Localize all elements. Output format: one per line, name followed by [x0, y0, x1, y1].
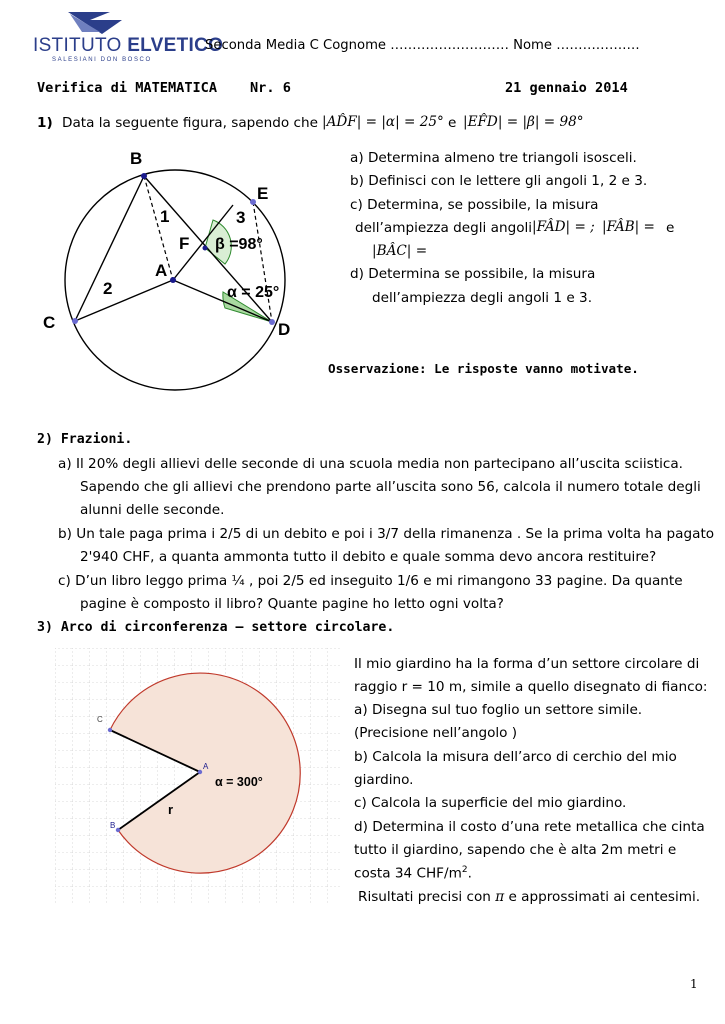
q3-cost-line — [354, 865, 472, 882]
label-b: B — [130, 149, 143, 168]
q1-item-c2-fab: |FÂB| = — [602, 219, 655, 235]
q3-line-7: d) Determina il costo d’una rete metallica che cinta — [354, 819, 705, 835]
q2-a-line1: a) Il 20% degli allievi delle seconde di una scuola media non partecipano all’uscita sciistica. — [58, 456, 683, 472]
point-f — [203, 246, 208, 251]
q2-a-line2: Sapendo che gli allievi che prendono parte all’uscita sono 56, calcola il numero totale degli — [80, 479, 701, 495]
q2-c-text-a: c) D’un libro leggo prima — [58, 573, 228, 589]
q1-item-c1: c) Determina, se possibile, la misura — [350, 197, 599, 213]
q3-line-2: a) Disegna sul tuo foglio un settore simile. — [354, 702, 643, 718]
q3-line-5: giardino. — [354, 772, 414, 788]
q3-cost-text: costa 34 CHF/m — [354, 865, 462, 882]
point-e — [250, 199, 256, 205]
sector-figure — [55, 648, 340, 903]
label-angle-3: 3 — [236, 208, 246, 227]
q3-precision-line — [358, 889, 700, 905]
q2-b-line1: b) Un tale paga prima i 2/5 di un debito e poi i 3/7 della rimanenza . Se la prima volta ha pagato — [58, 526, 715, 542]
point-d — [269, 319, 275, 325]
point-b — [141, 173, 147, 179]
q3-line-6: c) Calcola la superficie del mio giardino. — [354, 795, 627, 811]
q1-observation: Osservazione: Le risposte vanno motivate. — [328, 361, 639, 376]
q3-pi: π — [495, 889, 505, 905]
logo-text — [33, 35, 223, 57]
q1-item-d1: d) Determina se possibile, la misura — [350, 266, 596, 282]
logo-text-b: ELVETICO — [127, 35, 224, 56]
q2-c-line2: pagine è composto il libro? Quante pagine ho letto ogni volta? — [80, 596, 504, 612]
q1-item-d2: dell’ampiezza degli angoli 1 e 3. — [372, 290, 593, 306]
label-c: C — [43, 313, 56, 332]
circle-figure — [35, 140, 325, 400]
q1-item-c2: dell’ampiezza degli angoli — [355, 220, 533, 236]
q1-item-c2-fad: |FÂD| = ; — [532, 219, 595, 235]
q1-math-efd: |EF̂D| = |β| = 98° — [463, 114, 584, 130]
page-number: 1 — [690, 977, 698, 991]
q3-line-0: Il mio giardino ha la forma d’un settore circolare di — [354, 656, 700, 672]
q1-intro: Data la seguente figura, sapendo che — [62, 115, 318, 131]
label-a: A — [203, 762, 209, 771]
q3-title: 3) Arco di circonferenza – settore circolare. — [37, 620, 395, 635]
q3-cost-sup: 2 — [461, 865, 468, 875]
label-angle-2: 2 — [103, 279, 113, 298]
q2-title: 2) Frazioni. — [37, 432, 133, 447]
q3-precision-a: Risultati precisi con — [358, 889, 491, 905]
label-beta: β =98° — [215, 236, 263, 253]
point-b — [116, 828, 120, 832]
q1-and: e — [448, 115, 457, 131]
q3-precision-b: e approssimati ai centesimi. — [508, 889, 701, 905]
q2-c-line1 — [58, 573, 683, 589]
label-angle-1: 1 — [160, 207, 170, 226]
point-a — [198, 770, 202, 774]
q3-line-4: b) Calcola la misura dell’arco di cerchio del mio — [354, 749, 677, 765]
test-number: Nr. 6 — [250, 80, 291, 96]
q3-cost-end: . — [467, 865, 472, 882]
logo-subtitle: SALESIANI DON BOSCO — [52, 57, 152, 63]
q1-item-a: a) Determina almeno tre triangoli isosceli. — [350, 150, 637, 166]
label-c: C — [97, 715, 103, 724]
q1-number: 1) — [37, 115, 53, 131]
q3-line-1: raggio r = 10 m, simile a quello disegnato di fianco: — [354, 679, 708, 695]
point-c — [108, 728, 112, 732]
class-name-line: Seconda Media C Cognome ……………………… Nome ………………. — [205, 38, 640, 53]
point-c — [72, 318, 78, 324]
label-e: E — [257, 184, 269, 203]
q3-line-8: tutto il giardino, sapendo che è alta 2m metri e — [354, 842, 677, 858]
q3-line-3: (Precisione nell’angolo ) — [354, 725, 518, 741]
q2-c-fraction: ¼ — [231, 573, 245, 589]
q2-a-line3: alunni delle seconde. — [80, 502, 225, 518]
label-d: D — [278, 320, 291, 339]
q1-item-c2-and: e — [666, 220, 675, 236]
label-f: F — [179, 234, 190, 253]
q1-item-c3-bac: |BÂC| = — [372, 243, 428, 259]
test-title: Verifica di MATEMATICA — [37, 80, 218, 96]
point-a — [170, 277, 176, 283]
q1-item-b: b) Definisci con le lettere gli angoli 1, 2 e 3. — [350, 173, 648, 189]
label-alpha: α = 25° — [227, 284, 280, 301]
q1-math-adf: |AD̂F| = |α| = 25° — [322, 114, 444, 130]
label-a: A — [155, 261, 168, 280]
q2-b-line2: 2'940 CHF, a quanta ammonta tutto il debito e quale somma devo ancora restituire? — [80, 549, 657, 565]
label-b: B — [110, 821, 116, 830]
label-alpha: α = 300° — [215, 775, 263, 789]
test-date: 21 gennaio 2014 — [505, 80, 628, 96]
logo-text-a: ISTITUTO — [33, 35, 122, 56]
q2-c-text-b: , poi 2/5 ed inseguito 1/6 e mi rimangono 33 pagine. Da quante — [249, 573, 683, 589]
label-radius: r — [168, 802, 174, 817]
